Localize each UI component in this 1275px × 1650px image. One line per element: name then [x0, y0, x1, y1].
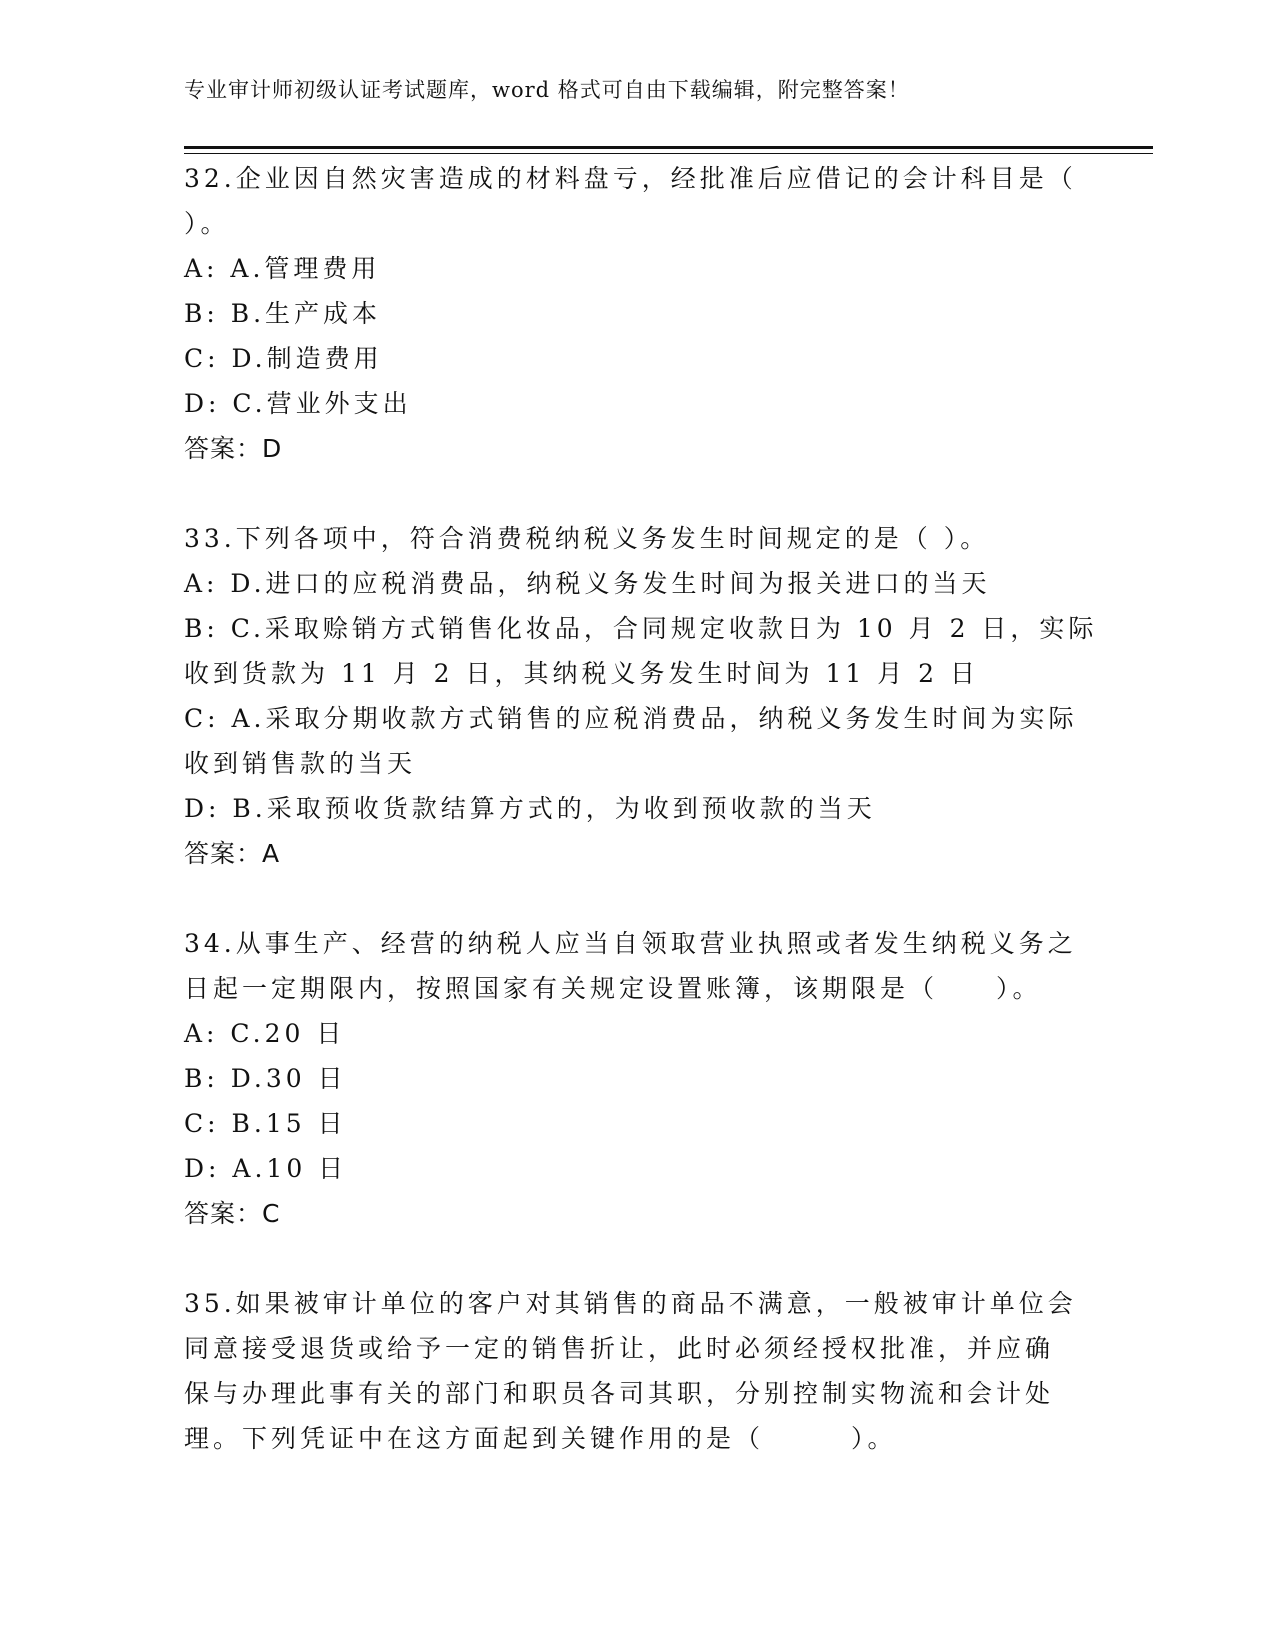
answer-label: 答案：D	[184, 434, 283, 463]
question-stem-line: 33.下列各项中，符合消费税纳税义务发生时间规定的是（ ）。	[184, 524, 990, 553]
option-d: D: C.营业外支出	[184, 389, 412, 418]
option-c-continued: 收到销售款的当天	[184, 749, 417, 778]
option-c: C: B.15 日	[184, 1109, 347, 1138]
question-stem-line: 34.从事生产、经营的纳税人应当自领取营业执照或者发生纳税义务之	[184, 929, 1077, 958]
answer-label: 答案：C	[184, 1199, 281, 1228]
option-b-continued: 收到货款为 11 月 2 日，其纳税义务发生时间为 11 月 2 日	[184, 659, 980, 688]
header-rule-thick	[184, 146, 1153, 149]
option-b: B: D.30 日	[184, 1064, 347, 1093]
question-32	[184, 156, 1077, 471]
option-b: B: C.采取赊销方式销售化妆品，合同规定收款日为 10 月 2 日，实际	[184, 614, 1098, 643]
option-a: A: C.20 日	[184, 1019, 346, 1048]
option-b: B: B.生产成本	[184, 299, 382, 328]
option-c: C: D.制造费用	[184, 344, 383, 373]
question-stem-line: ）。	[184, 209, 230, 238]
question-35	[184, 1281, 1077, 1461]
answer-label: 答案：A	[184, 839, 281, 868]
option-d: D: A.10 日	[184, 1154, 348, 1183]
question-list	[184, 156, 1098, 1506]
header-rule-thin	[184, 153, 1153, 154]
question-33	[184, 516, 1098, 876]
page-header: 专业审计师初级认证考试题库，word 格式可自由下载编辑，附完整答案！	[184, 78, 910, 102]
question-stem-line: 理。下列凭证中在这方面起到关键作用的是（ ）。	[184, 1424, 897, 1453]
question-stem-line: 同意接受退货或给予一定的销售折让，此时必须经授权批准，并应确	[184, 1334, 1055, 1363]
question-stem-line: 日起一定期限内，按照国家有关规定设置账簿，该期限是（ ）。	[184, 974, 1042, 1003]
question-stem-line: 35.如果被审计单位的客户对其销售的商品不满意，一般被审计单位会	[184, 1289, 1077, 1318]
option-c: C: A.采取分期收款方式销售的应税消费品，纳税义务发生时间为实际	[184, 704, 1078, 733]
question-stem-line: 保与办理此事有关的部门和职员各司其职，分别控制实物流和会计处	[184, 1379, 1055, 1408]
option-a: A: A.管理费用	[184, 254, 381, 283]
question-34	[184, 921, 1077, 1236]
question-stem-line: 32.企业因自然灾害造成的材料盘亏，经批准后应借记的会计科目是（	[184, 164, 1077, 193]
option-d: D: B.采取预收货款结算方式的，为收到预收款的当天	[184, 794, 876, 823]
option-a: A: D.进口的应税消费品，纳税义务发生时间为报关进口的当天	[184, 569, 991, 598]
